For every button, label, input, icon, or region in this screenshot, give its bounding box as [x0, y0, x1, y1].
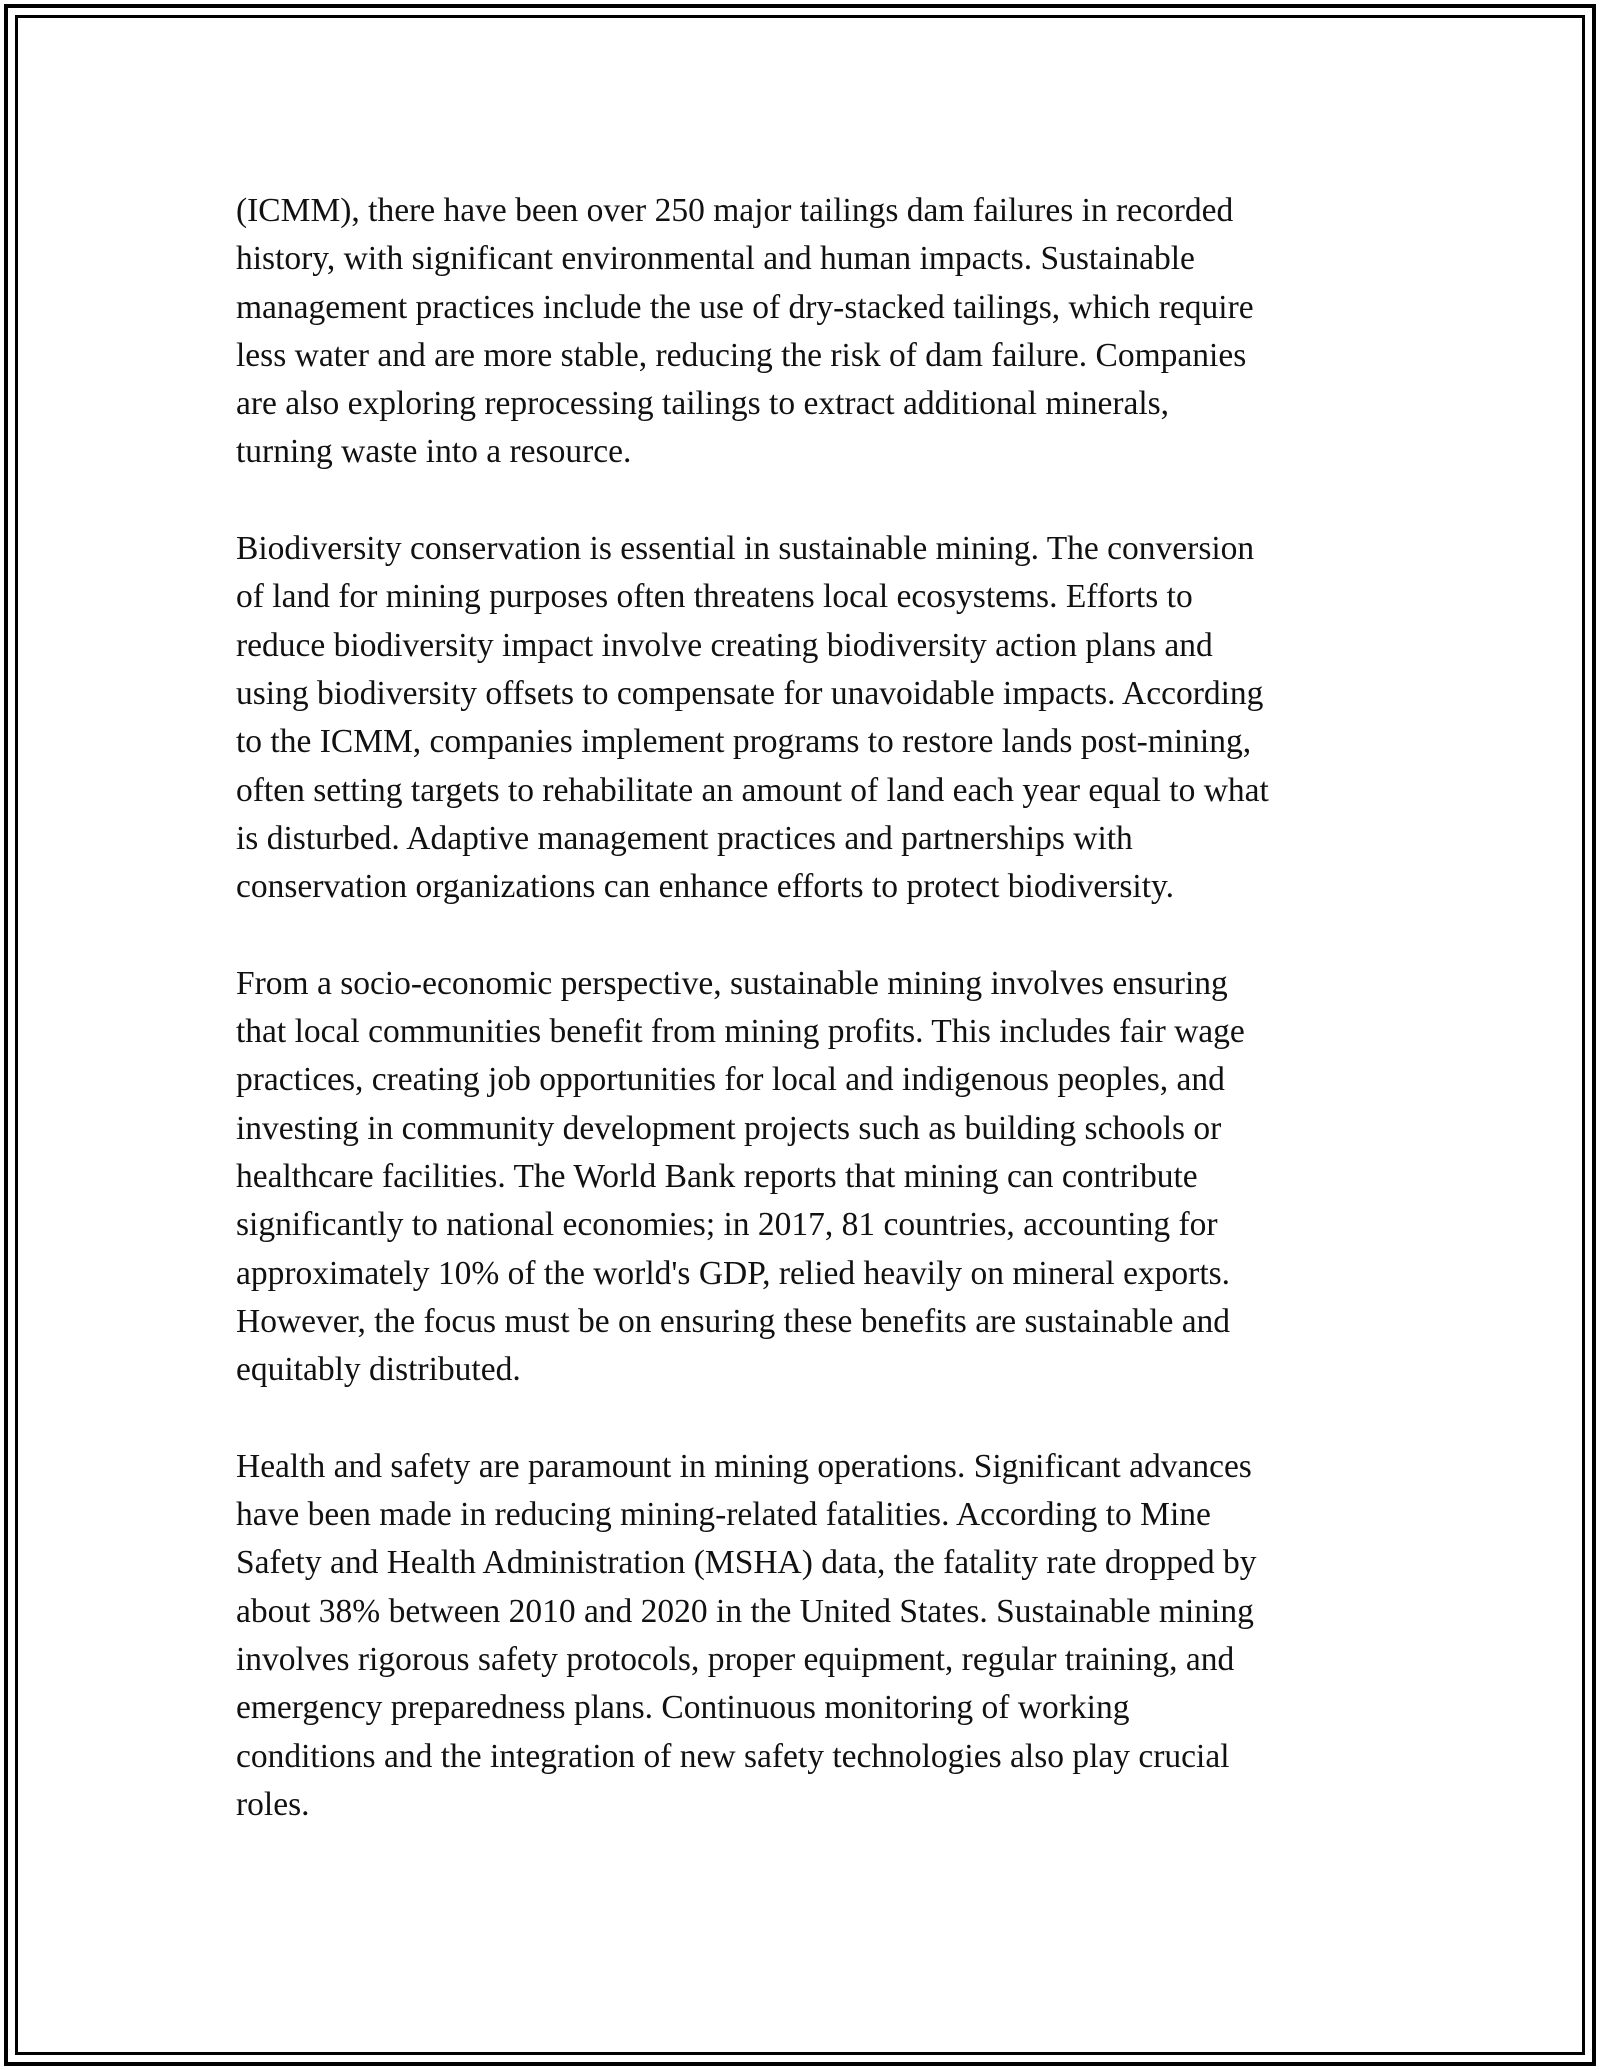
paragraph-tailings: (ICMM), there have been over 250 major tailings dam failures in recorded history, with significant environmental and human impacts. Sustainable management practices include the use of dry-stacked tailings, which require less water and are more stable, reducing the risk of dam failure. Companies are also exploring reprocessing tailings to extract additional minerals, turning waste into a resource. [236, 192, 1254, 471]
paragraph-socio-economic: From a socio-economic perspective, sustainable mining involves ensuring that local communities benefit from mining profits. This includes fair wage practices, creating job opportunities for local and indigenous peoples, and investing in community development projects such as building schools or healthcare facilities. The World Bank reports that mining can contribute significantly to national economies; in 2017, 81 countries, accounting for approximately 10% of the world's GDP, relied heavily on mineral exports. However, the focus must be on ensuring these benefits are sustainable and equitably distributed. [236, 964, 1245, 1389]
paragraph-biodiversity: Biodiversity conservation is essential in sustainable mining. The conversion of land for mining purposes often threatens local ecosystems. Efforts to reduce biodiversity impact involve creating biodiversity action plans and using biodiversity offsets to compensate for unavoidable impacts. According to the ICMM, companies implement programs to restore lands post-mining, often setting targets to rehabilitate an amount of land each year equal to what is disturbed. Adaptive management practices and partnerships with conservation organizations can enhance efforts to protect biodiversity. [236, 530, 1269, 906]
paragraph-health-safety: Health and safety are paramount in mining operations. Significant advances have been made in reducing mining-related fatalities. According to Mine Safety and Health Administration (MSHA) data, the fatality rate dropped by about 38% between 2010 and 2020 in the United States. Sustainable mining involves rigorous safety protocols, proper equipment, regular training, and emergency preparedness plans. Continuous monitoring of working conditions and the integration of new safety technologies also play crucial roles. [236, 1447, 1257, 1823]
document-body [236, 187, 1376, 1877]
